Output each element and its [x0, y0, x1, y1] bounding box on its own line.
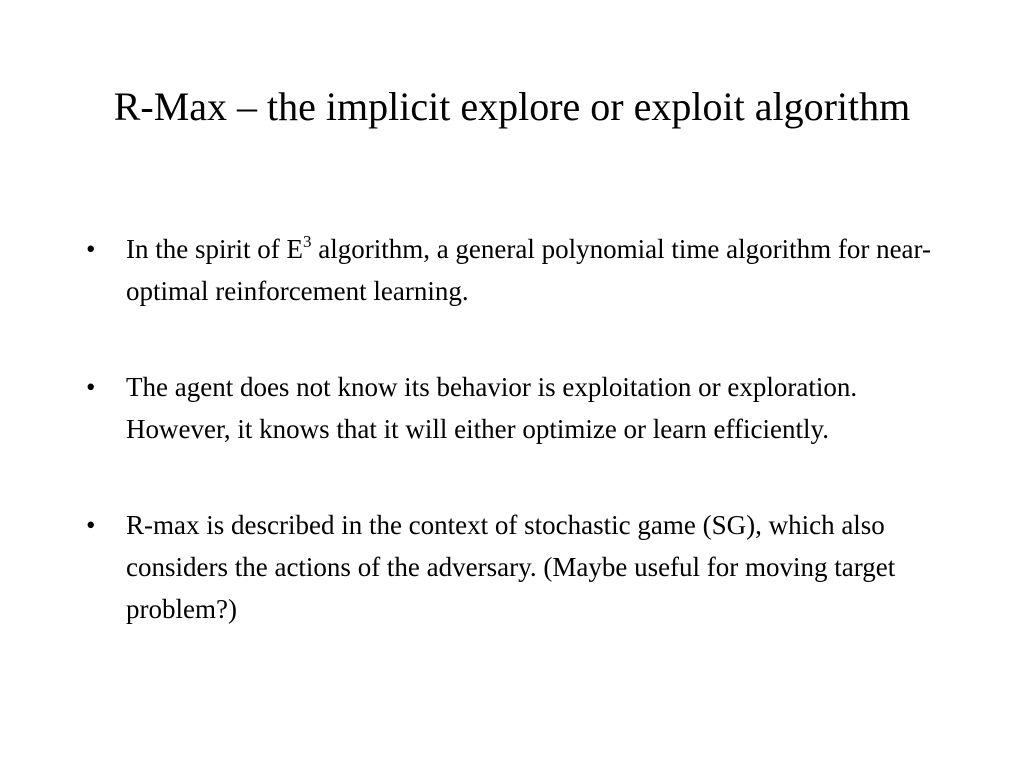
bullet-item	[86, 366, 946, 450]
bullet-list	[86, 228, 946, 684]
bullet-item	[86, 504, 946, 630]
bullet-text-part: In the spirit of E	[126, 234, 303, 264]
slide-title: R-Max – the implicit explore or exploit algorithm	[113, 84, 911, 129]
bullet-marker: •	[86, 372, 96, 402]
bullet-item	[86, 228, 946, 312]
superscript: 3	[302, 232, 312, 251]
bullet-text: R-max is described in the context of stochastic game (SG), which also considers the actions of the adversary. (Maybe useful for moving target problem?)	[126, 510, 896, 624]
bullet-marker: •	[86, 234, 96, 264]
bullet-text: The agent does not know its behavior is exploitation or exploration. However, it knows that it will either optimize or learn efficiently.	[126, 372, 858, 444]
bullet-marker: •	[86, 510, 96, 540]
bullet-text-part: algorithm, a general polynomial time algorithm for near-optimal reinforcement learning.	[126, 234, 931, 306]
bullet-text	[126, 234, 931, 306]
